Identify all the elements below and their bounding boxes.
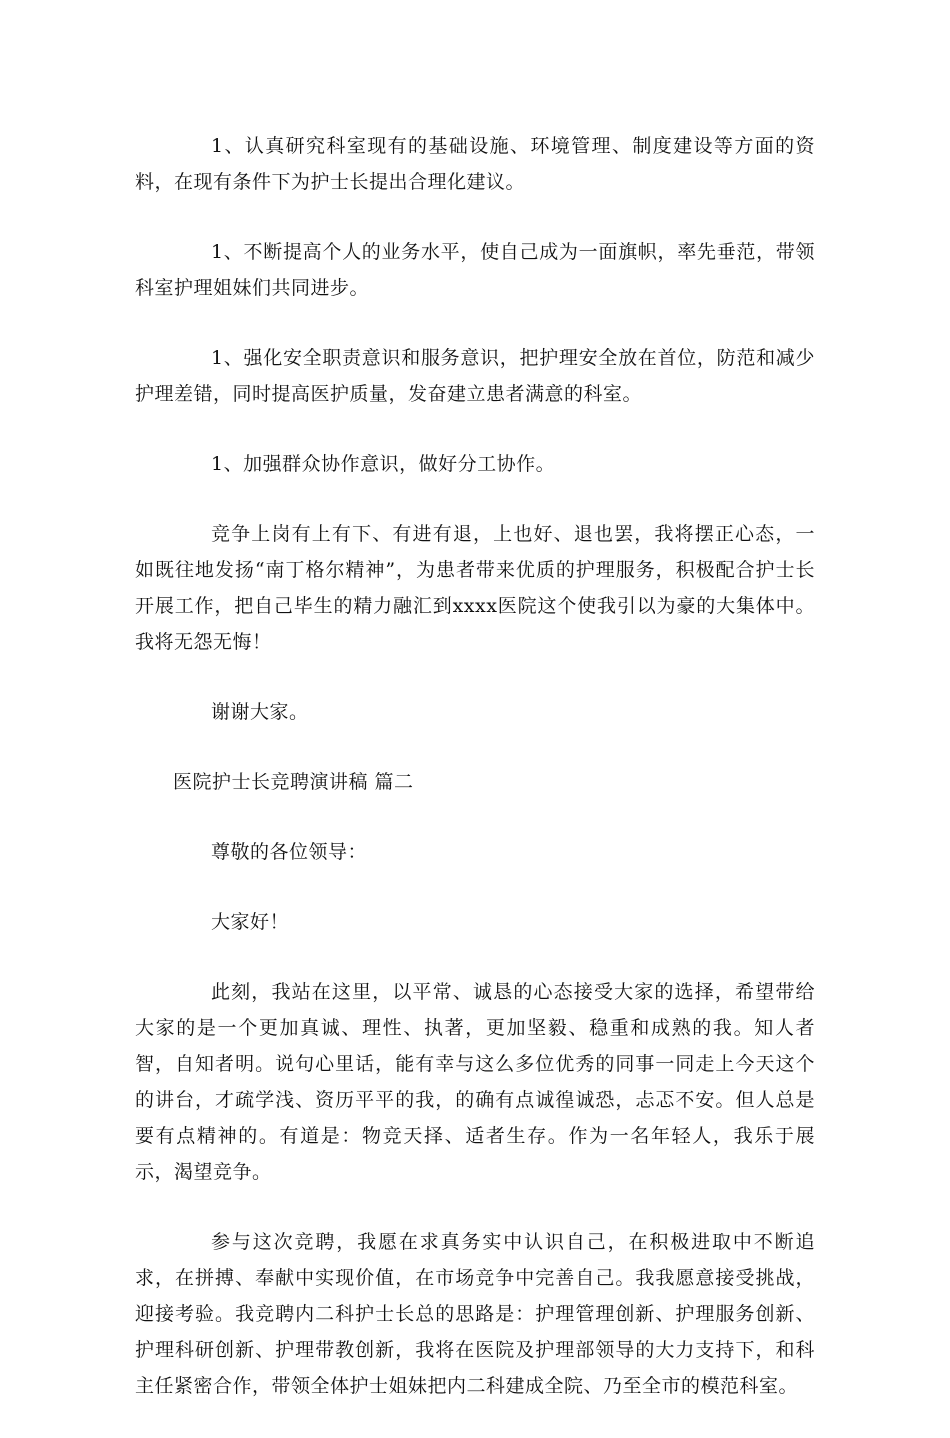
paragraph-teamwork: 1、加强群众协作意识，做好分工协作。 — [211, 453, 556, 475]
paragraph-salutation: 尊敬的各位领导： — [211, 841, 368, 863]
paragraph-introduction: 此刻，我站在这里，以平常、诚恳的心态接受大家的选择，希望带给大家的是一个更加真诚、理性、执著，更加坚毅、稳重和成熟的我。知人者智，自知者明。说句心里话，能有幸与这么多位优秀的同事一同走上今天这个的讲台，才疏学浅、资历平平的我，的确有点诚徨诚恐，忐忑不安。但人总是要有点精神的。有道是：物竞天择、适者生存。作为一名年轻人，我乐于展示，渴望竞争。 — [135, 981, 815, 1183]
paragraph-greeting: 大家好！ — [211, 911, 290, 933]
paragraph-safety-awareness: 1、强化安全职责意识和服务意识，把护理安全放在首位，防范和减少护理差错，同时提高医护质量，发奋建立患者满意的科室。 — [135, 347, 815, 405]
paragraph-competition-plan: 参与这次竞聘，我愿在求真务实中认识自己，在积极进取中不断追求，在拼搏、奉献中实现价值，在市场竞争中完善自己。我我愿意接受挑战，迎接考验。我竞聘内二科护士长总的思路是：护理管理创新、护理服务创新、护理科研创新、护理带教创新，我将在医院及护理部领导的大力支持下，和科主任紧密合作，带领全体护士姐妹把内二科建成全院、乃至全市的模范科室。 — [135, 1231, 815, 1397]
paragraph-competition-attitude: 竞争上岗有上有下、有进有退，上也好、退也罢，我将摆正心态，一如既往地发扬“南丁格尔精神”，为患者带来优质的护理服务，积极配合护士长开展工作，把自己毕生的精力融汇到xxxx医院这个使我引以为豪的大集体中。我将无怨无悔！ — [135, 523, 815, 653]
section-heading: 医院护士长竞聘演讲稿 篇二 — [173, 771, 414, 793]
paragraph-professional-level: 1、不断提高个人的业务水平，使自己成为一面旗帜，率先垂范，带领科室护理姐妹们共同进步。 — [135, 241, 815, 299]
paragraph-suggestion: 1、认真研究科室现有的基础设施、环境管理、制度建设等方面的资料，在现有条件下为护士长提出合理化建议。 — [135, 135, 815, 193]
document-page — [135, 128, 815, 1438]
paragraph-thanks: 谢谢大家。 — [211, 701, 309, 723]
